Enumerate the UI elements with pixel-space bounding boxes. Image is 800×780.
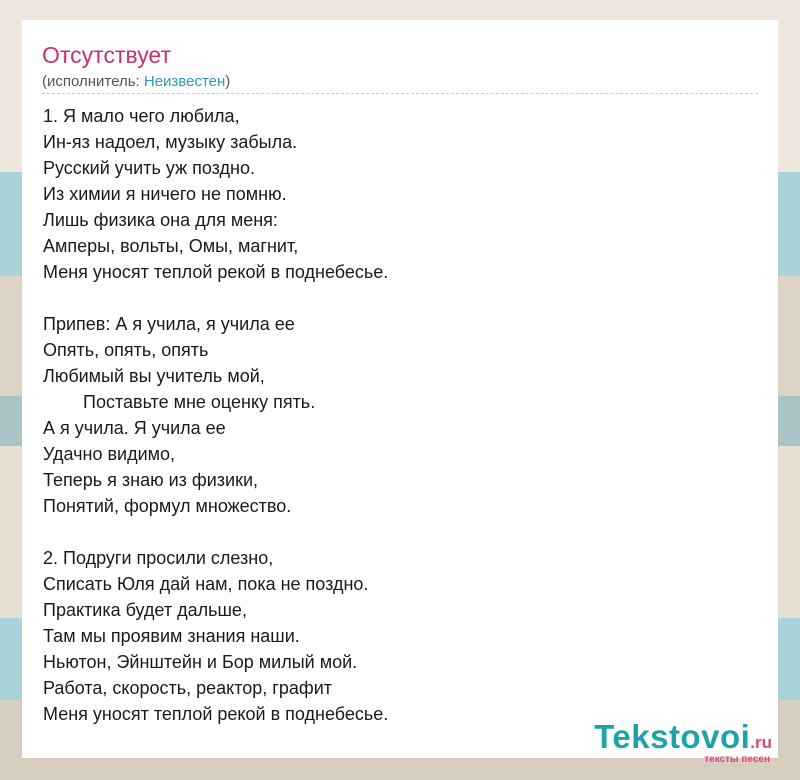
lyrics-line: Теперь я знаю из физики, bbox=[43, 470, 259, 490]
lyrics-line: Удачно видимо, bbox=[43, 444, 176, 464]
artist-suffix: ) bbox=[225, 73, 231, 90]
logo-tld: .ru bbox=[750, 733, 772, 752]
lyrics-line: Русский учить уж поздно. bbox=[43, 158, 255, 178]
lyrics-line: Меня уносят теплой рекой в поднебесье. bbox=[43, 704, 389, 724]
lyrics-line: Амперы, вольты, Омы, магнит, bbox=[43, 236, 299, 256]
lyrics-line: Опять, опять, опять bbox=[43, 340, 209, 360]
lyrics-card bbox=[22, 20, 778, 758]
logo-name: Tekstovoi bbox=[594, 718, 751, 755]
lyrics-line: 2. Подруги просили слезно, bbox=[43, 548, 274, 568]
lyrics-line: Меня уносят теплой рекой в поднебесье. bbox=[43, 262, 389, 282]
artist-line bbox=[42, 73, 230, 90]
song-title: Отсутствует bbox=[42, 42, 171, 68]
site-logo[interactable] bbox=[594, 718, 772, 765]
lyrics-line: Любимый вы учитель мой, bbox=[43, 366, 265, 386]
lyrics-line: Поставьте мне оценку пять. bbox=[43, 392, 316, 412]
lyrics-line: Припев: А я учила, я учила ее bbox=[43, 314, 295, 334]
lyrics-blank-line bbox=[43, 285, 743, 311]
artist-link[interactable]: Неизвестен bbox=[143, 73, 226, 90]
lyrics-line: Практика будет дальше, bbox=[43, 600, 247, 620]
lyrics-text bbox=[43, 103, 743, 727]
lyrics-line: Лишь физика она для меня: bbox=[43, 210, 278, 230]
lyrics-line: Из химии я ничего не помню. bbox=[43, 184, 287, 204]
lyrics-line: Там мы проявим знания наши. bbox=[43, 626, 300, 646]
lyrics-line: Понятий, формул множество. bbox=[43, 496, 292, 516]
title-divider bbox=[42, 93, 758, 94]
logo-tagline: тексты песен bbox=[704, 754, 770, 765]
lyrics-line: А я учила. Я учила ее bbox=[43, 418, 226, 438]
lyrics-blank-line bbox=[43, 519, 743, 545]
lyrics-line: Работа, скорость, реактор, графит bbox=[43, 678, 333, 698]
lyrics-line: Ин-яз надоел, музыку забыла. bbox=[43, 132, 298, 152]
lyrics-line: 1. Я мало чего любила, bbox=[43, 106, 240, 126]
artist-prefix: (исполнитель: bbox=[42, 73, 144, 90]
lyrics-line: Списать Юля дай нам, пока не поздно. bbox=[43, 574, 369, 594]
lyrics-line: Ньютон, Эйнштейн и Бор милый мой. bbox=[43, 652, 358, 672]
